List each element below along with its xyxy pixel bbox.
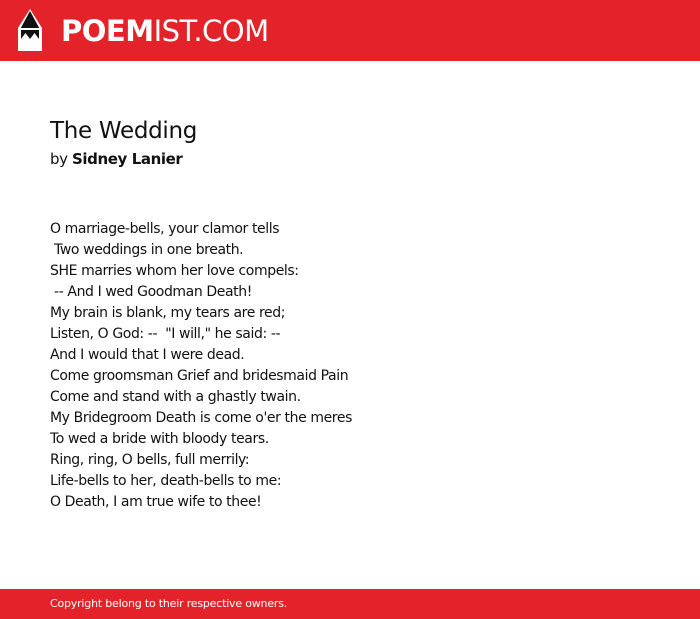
site-footer: [0, 589, 700, 619]
poem-line: Come and stand with a ghastly twain.: [50, 389, 301, 405]
poem-line: O marriage-bells, your clamor tells: [50, 221, 280, 237]
copyright-notice: Copyright belong to their respective owners.: [50, 597, 288, 610]
by-label: by: [50, 150, 72, 168]
poem-line: O Death, I am true wife to thee!: [50, 494, 262, 510]
pencil-tip-icon: [18, 9, 42, 51]
poem-line: SHE marries whom her love compels:: [50, 263, 299, 279]
poem-title: The Wedding: [50, 118, 198, 144]
poem-line: Ring, ring, O bells, full merrily:: [50, 452, 250, 468]
logo-light-text: IST.COM: [153, 14, 269, 48]
poem-line: And I would that I were dead.: [50, 347, 245, 363]
site-logo-text: [61, 14, 269, 48]
poem-line: Life-bells to her, death-bells to me:: [50, 473, 282, 489]
poem-byline: [50, 149, 182, 169]
poem-line: Two weddings in one breath.: [50, 242, 244, 258]
poem-body: [50, 219, 650, 513]
poem-line: -- And I wed Goodman Death!: [50, 284, 252, 300]
poem-line: Come groomsman Grief and bridesmaid Pain: [50, 368, 349, 384]
poem-line: My Bridegroom Death is come o'er the meres: [50, 410, 352, 426]
poem-line: Listen, O God: -- "I will," he said: --: [50, 326, 281, 342]
logo-bold-text: POEM: [61, 14, 154, 48]
author-name: Sidney Lanier: [71, 150, 183, 168]
poem-line: My brain is blank, my tears are red;: [50, 305, 286, 321]
site-header: [0, 0, 700, 61]
poem-line: To wed a bride with bloody tears.: [50, 431, 269, 447]
